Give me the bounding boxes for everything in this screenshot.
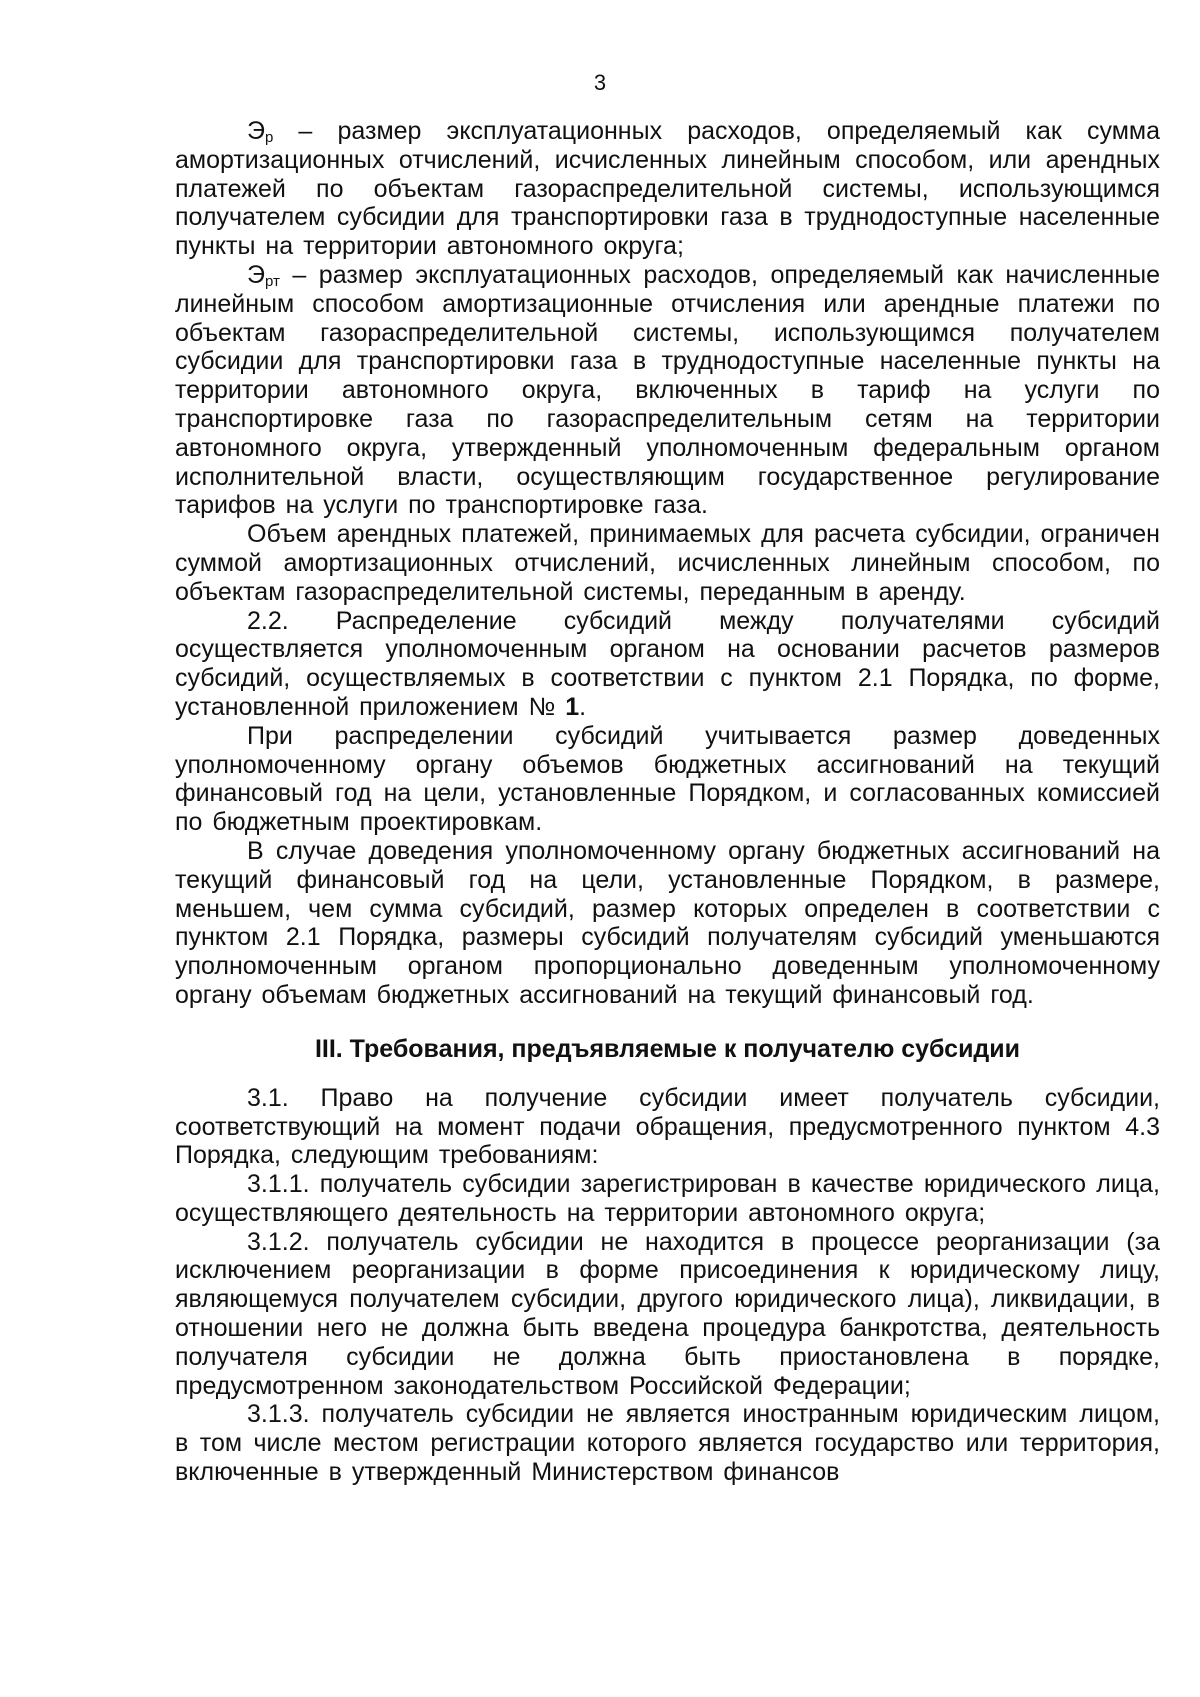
paragraph-3-1-3: 3.1.3. получатель субсидии не является иностранным юридическим лицом, в том числе местом регистрации которого является государство или территория, включенные в утвержденный Министерством финансов xyxy=(175,1400,1160,1487)
paragraph-ert-definition: $Э_{рт}$ – размер эксплуатационных расходов, определяемый как начисленные линейным способом амортизационные отчисления или арендные платежи по объектам газораспределительной системы, использующимся получателем субсидии для транспортировки газа в труднодоступные населенные пункты на территории автономного округа, включенных в тариф на услуги по транспортировке газа по газораспределительным сетям на территории автономного округа, утвержденный уполномоченным федеральным органом исполнительной власти, осуществляющим государственное регулирование тарифов на услуги по транспортировке газа. xyxy=(175,260,1160,520)
symbol-er: $Э_р$ xyxy=(247,117,274,146)
paragraph-distribution: При распределении субсидий учитывается размер доведенных уполномоченному органу объемов бюджетных ассигнований на текущий финансовый год на цели, установленные Порядком, и согласованных комиссией по бюджетным проектировкам. xyxy=(175,721,1160,837)
paragraph-2-2: 2.2. Распределение субсидий между получателями субсидий осуществляется уполномоченным органом на основании расчетов размеров субсидий, осуществляемых в соответствии с пунктом 2.1 Порядка, по форме, установленной приложением № 1. xyxy=(175,606,1160,721)
page-number: 3 xyxy=(593,70,607,95)
paragraph-er-definition: $Э_р$ – размер эксплуатационных расходов, определяемый как сумма амортизационных отчислений, исчисленных линейным способом, или арендных платежей по объектам газораспределительной системы, использующимся получателем субсидии для транспортировки газа в труднодоступные населенные пункты на территории автономного округа; xyxy=(175,117,1160,261)
paragraph-3-1-2: 3.1.2. получатель субсидии не находится в процессе реорганизации (за исключением реорганизации в форме присоединения к юридическому лицу, являющемуся получателем субсидии, другого юридического лица), ликвидации, в отношении него не должна быть введена процедура банкротства, деятельность получателя субсидии не должна быть приостановлена в порядке, предусмотренном законодательством Российской Федерации; xyxy=(175,1227,1160,1400)
paragraph-rent-limit: Объем арендных платежей, принимаемых для расчета субсидии, ограничен суммой амортизационных отчислений, исчисленных линейным способом, по объектам газораспределительной системы, переданным в аренду. xyxy=(175,520,1160,606)
paragraph-reduction: В случае доведения уполномоченному органу бюджетных ассигнований на текущий финансовый год на цели, установленные Порядком, в размере, меньшем, чем сумма субсидий, размер которых определен в соответствии с пунктом 2.1 Порядка, размеры субсидий получателям субсидий уменьшаются уполномоченным органом пропорционально доведенным уполномоченному органу объемам бюджетных ассигнований на текущий финансовый год. xyxy=(175,836,1160,1009)
section-heading: III. Требования, предъявляемые к получателю субсидии xyxy=(314,1034,1021,1063)
paragraph-3-1: 3.1. Право на получение субсидии имеет получатель субсидии, соответствующий на момент подачи обращения, предусмотренного пунктом 4.3 Порядка, следующим требованиям: xyxy=(175,1083,1160,1170)
symbol-ert: $Э_{рт}$ xyxy=(247,260,280,290)
paragraph-3-1-1: 3.1.1. получатель субсидии зарегистрирован в качестве юридического лица, осуществляющего деятельность на территории автономного округа; xyxy=(175,1170,1160,1227)
document-body xyxy=(175,117,1160,1487)
